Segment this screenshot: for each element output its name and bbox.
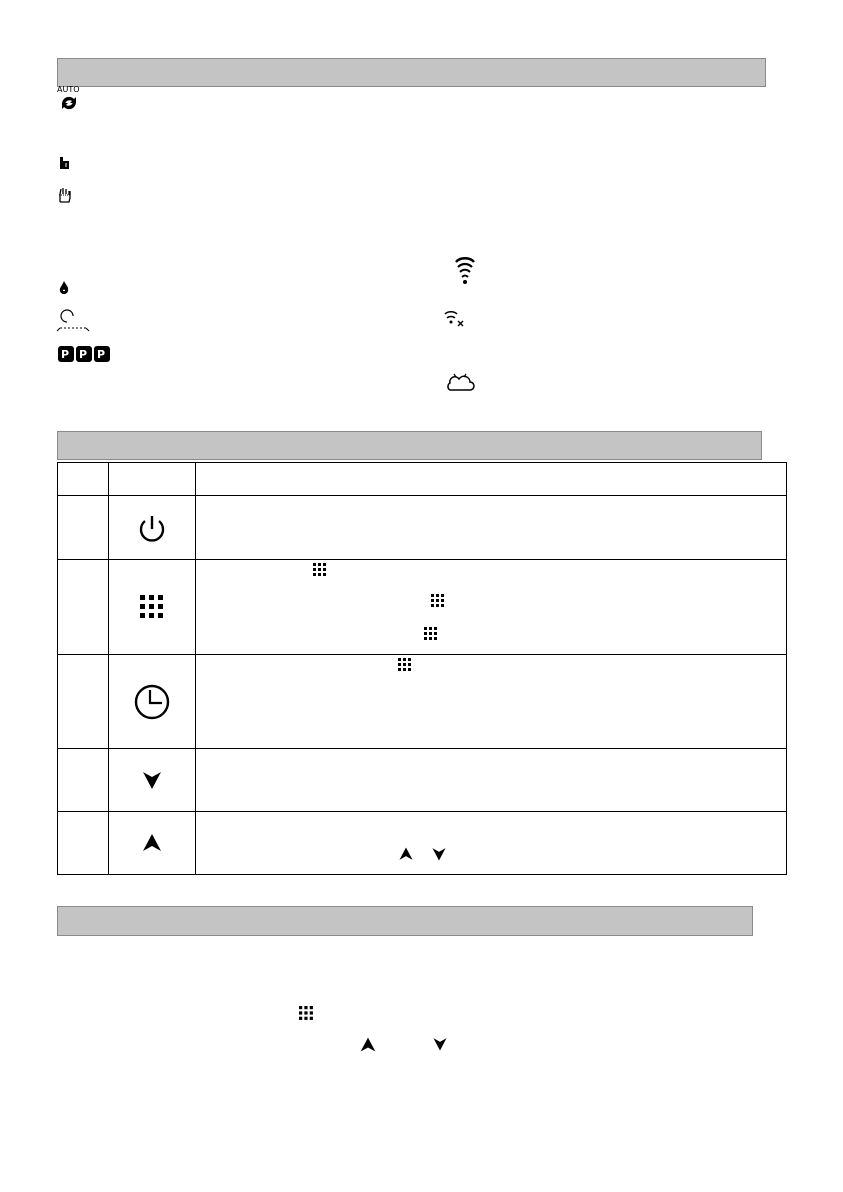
table-row bbox=[58, 496, 787, 560]
table-cell-number bbox=[58, 560, 109, 655]
cloud-icon bbox=[444, 373, 476, 395]
table-header-key bbox=[109, 463, 196, 496]
down-arrow-icon bbox=[431, 846, 447, 862]
wifi-off-icon bbox=[444, 310, 466, 330]
menu-icon bbox=[431, 594, 445, 608]
table-cell-number bbox=[58, 749, 109, 812]
down-arrow-icon bbox=[109, 769, 195, 791]
svg-text:P: P bbox=[61, 348, 70, 361]
section-heading-1 bbox=[57, 58, 766, 87]
up-arrow-icon bbox=[398, 846, 414, 862]
section-heading-3 bbox=[57, 906, 753, 936]
clock-icon bbox=[109, 682, 195, 722]
auto-icon-label: AUTO bbox=[57, 85, 80, 94]
table-cell-number bbox=[58, 496, 109, 560]
table-cell-text bbox=[196, 812, 787, 875]
svg-text:P: P bbox=[79, 348, 88, 361]
table-cell-number bbox=[58, 812, 109, 875]
program-icons bbox=[57, 345, 113, 363]
table-row bbox=[58, 655, 787, 749]
up-arrow-icon bbox=[109, 832, 195, 854]
power-icon bbox=[109, 510, 195, 546]
menu-icon bbox=[299, 1006, 314, 1021]
section-heading-2 bbox=[57, 431, 762, 460]
menu-icon bbox=[109, 593, 195, 621]
table-row bbox=[58, 749, 787, 812]
flame-icon bbox=[58, 280, 70, 296]
auto-icon bbox=[56, 84, 82, 114]
up-arrow-icon bbox=[359, 1036, 377, 1054]
menu-icon bbox=[398, 658, 412, 672]
key-table bbox=[57, 462, 787, 875]
table-cell-text bbox=[196, 655, 787, 749]
table-header-row bbox=[58, 463, 787, 496]
table-cell-text bbox=[196, 749, 787, 812]
sun-icon bbox=[55, 309, 91, 333]
menu-icon bbox=[424, 627, 438, 641]
table-cell-text bbox=[196, 496, 787, 560]
hand-icon bbox=[57, 186, 73, 204]
table-row bbox=[58, 812, 787, 875]
heating-icon bbox=[58, 155, 72, 171]
down-arrow-icon bbox=[432, 1036, 448, 1052]
table-header-function bbox=[196, 463, 787, 496]
table-cell-text bbox=[196, 560, 787, 655]
svg-text:P: P bbox=[97, 348, 106, 361]
table-cell-number bbox=[58, 655, 109, 749]
wifi-signal-icon bbox=[452, 255, 478, 289]
table-row bbox=[58, 560, 787, 655]
table-header-no bbox=[58, 463, 109, 496]
menu-icon bbox=[313, 563, 327, 577]
